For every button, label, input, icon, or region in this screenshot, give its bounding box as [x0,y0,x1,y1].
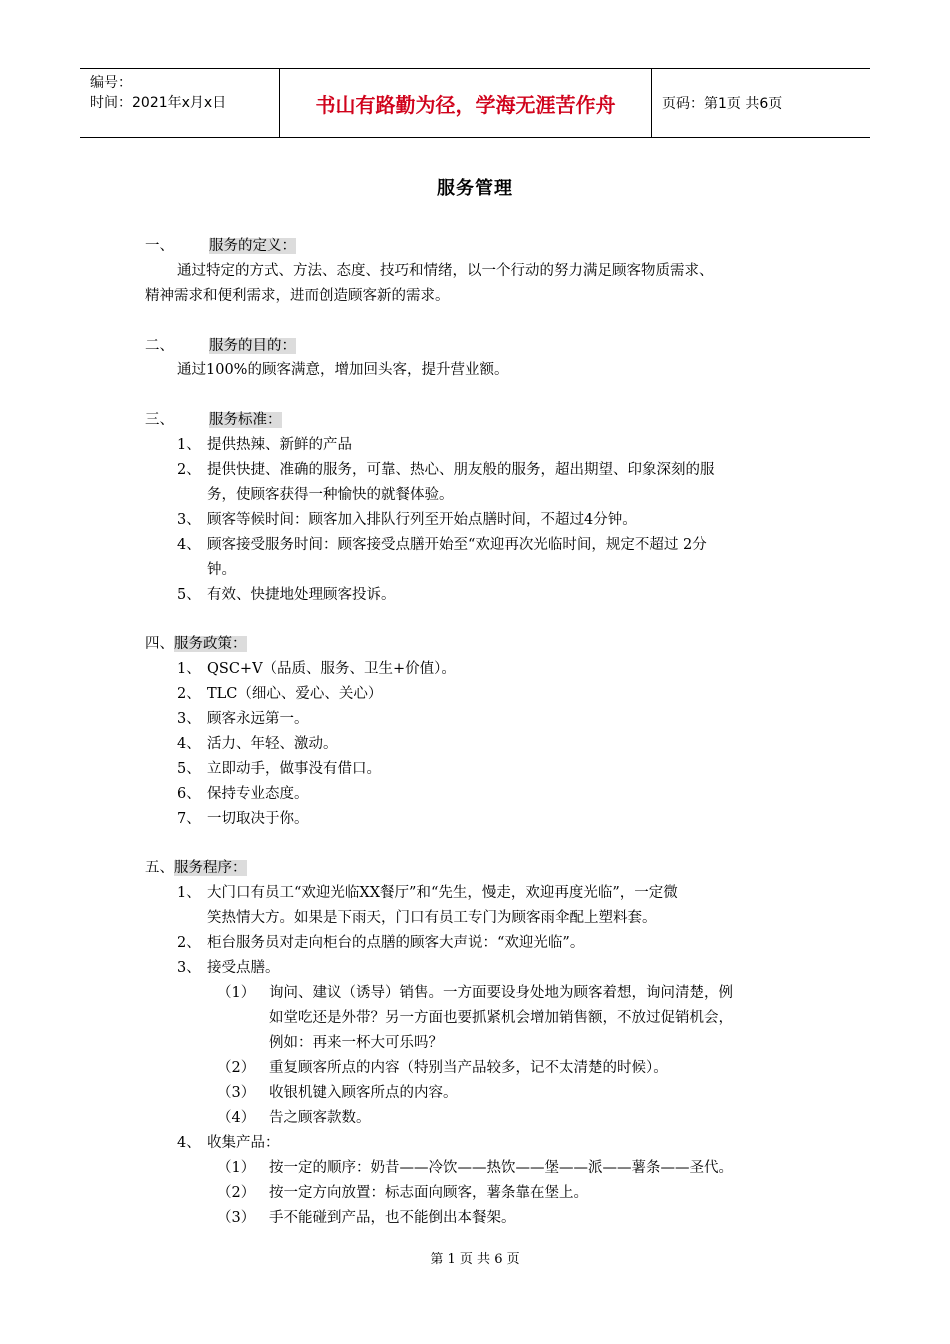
list-item: 3、 顾客永远第一。 [177,711,309,727]
list-item: 3、 顾客等候时间：顾客加入排队行列至开始点膳时间，不超过4分钟。 [177,512,637,528]
section-title: 服务的目的： [209,338,296,354]
page-header [80,68,870,138]
list-item: 5、 立即动手，做事没有借口。 [177,761,381,777]
section-heading [145,633,247,655]
header-meta [80,69,280,137]
sub-list-item: （2） 重复顾客所点的内容（特别当产品较多，记不太清楚的时候）。 [217,1060,668,1076]
section-title: 服务的定义： [209,238,296,254]
section-number: 五、 [145,860,174,876]
section-heading [145,857,247,879]
section-title: 服务程序： [174,860,247,876]
number-label: 编号： [90,75,132,91]
list-item-continuation: 笑热情大方。如果是下雨天，门口有员工专门为顾客雨伞配上塑料套。 [207,910,657,926]
section-heading [145,235,296,257]
list-item: 2、 提供快捷、准确的服务，可靠、热心、朋友般的服务，超出期望、印象深刻的服 [177,462,715,478]
list-item-continuation: 钟。 [207,562,236,578]
list-item: 1、 大门口有员工“欢迎光临XX餐厅”和“先生，慢走，欢迎再度光临”，一定微 [177,885,678,901]
sub-list-item: （3） 收银机键入顾客所点的内容。 [217,1085,458,1101]
list-item: 1、 QSC+V（品质、服务、卫生+价值）。 [177,661,456,677]
paragraph-line: 精神需求和便利需求，进而创造顾客新的需求。 [145,288,450,304]
sub-list-item: （2） 按一定方向放置：标志面向顾客，薯条靠在堡上。 [217,1185,588,1201]
section-heading [145,335,296,357]
section-number: 三、 [145,412,174,428]
list-item: 7、 一切取决于你。 [177,811,309,827]
sub-list-item-continuation: 如堂吃还是外带？另一方面也要抓紧机会增加销售额，不放过促销机会， [269,1010,733,1026]
section-heading [145,409,282,431]
document-title: 服务管理 [437,178,513,199]
list-item: 4、 收集产品： [177,1135,280,1151]
sub-list-item: （1） 按一定的顺序：奶昔——冷饮——热饮——堡——派——薯条——圣代。 [217,1160,733,1176]
paragraph-line: 通过特定的方式、方法、态度、技巧和情绪，以一个行动的努力满足顾客物质需求、 [177,263,714,279]
section-number: 一、 [145,238,174,254]
list-item: 4、 活力、年轻、激动。 [177,736,338,752]
paragraph-line: 通过100%的顾客满意，增加回头客，提升营业额。 [177,362,509,378]
list-item: 2、 柜台服务员对走向柜台的点膳的顾客大声说：“欢迎光临”。 [177,935,585,951]
list-item-continuation: 务，使顾客获得一种愉快的就餐体验。 [207,487,454,503]
time-label: 时间：2021年x月x日 [90,95,227,111]
list-item: 2、 TLC（细心、爱心、关心） [177,686,383,702]
page-code: 页码：第1页 共6页 [662,96,783,112]
sub-list-item: （3） 手不能碰到产品，也不能倒出本餐架。 [217,1210,516,1226]
header-motto: 书山有路勤为径，学海无涯苦作舟 [280,69,652,137]
page-footer: 第 1 页 共 6 页 [430,1252,520,1267]
list-item: 6、 保持专业态度。 [177,786,309,802]
list-item: 4、 顾客接受服务时间：顾客接受点膳开始至“欢迎再次光临时间，规定不超过 2分 [177,537,707,553]
list-item: 1、 提供热辣、新鲜的产品 [177,437,352,453]
sub-list-item: （1） 询问、建议（诱导）销售。一方面要设身处地为顾客着想，询问清楚，例 [217,985,733,1001]
sub-list-item: （4） 告之顾客款数。 [217,1110,371,1126]
list-item: 3、 接受点膳。 [177,960,280,976]
list-item: 5、 有效、快捷地处理顾客投诉。 [177,587,396,603]
sub-list-item-continuation: 例如：再来一杯大可乐吗？ [269,1035,443,1051]
section-number: 二、 [145,338,174,354]
section-title: 服务标准： [209,412,282,428]
section-title: 服务政策： [174,636,247,652]
section-number: 四、 [145,636,174,652]
